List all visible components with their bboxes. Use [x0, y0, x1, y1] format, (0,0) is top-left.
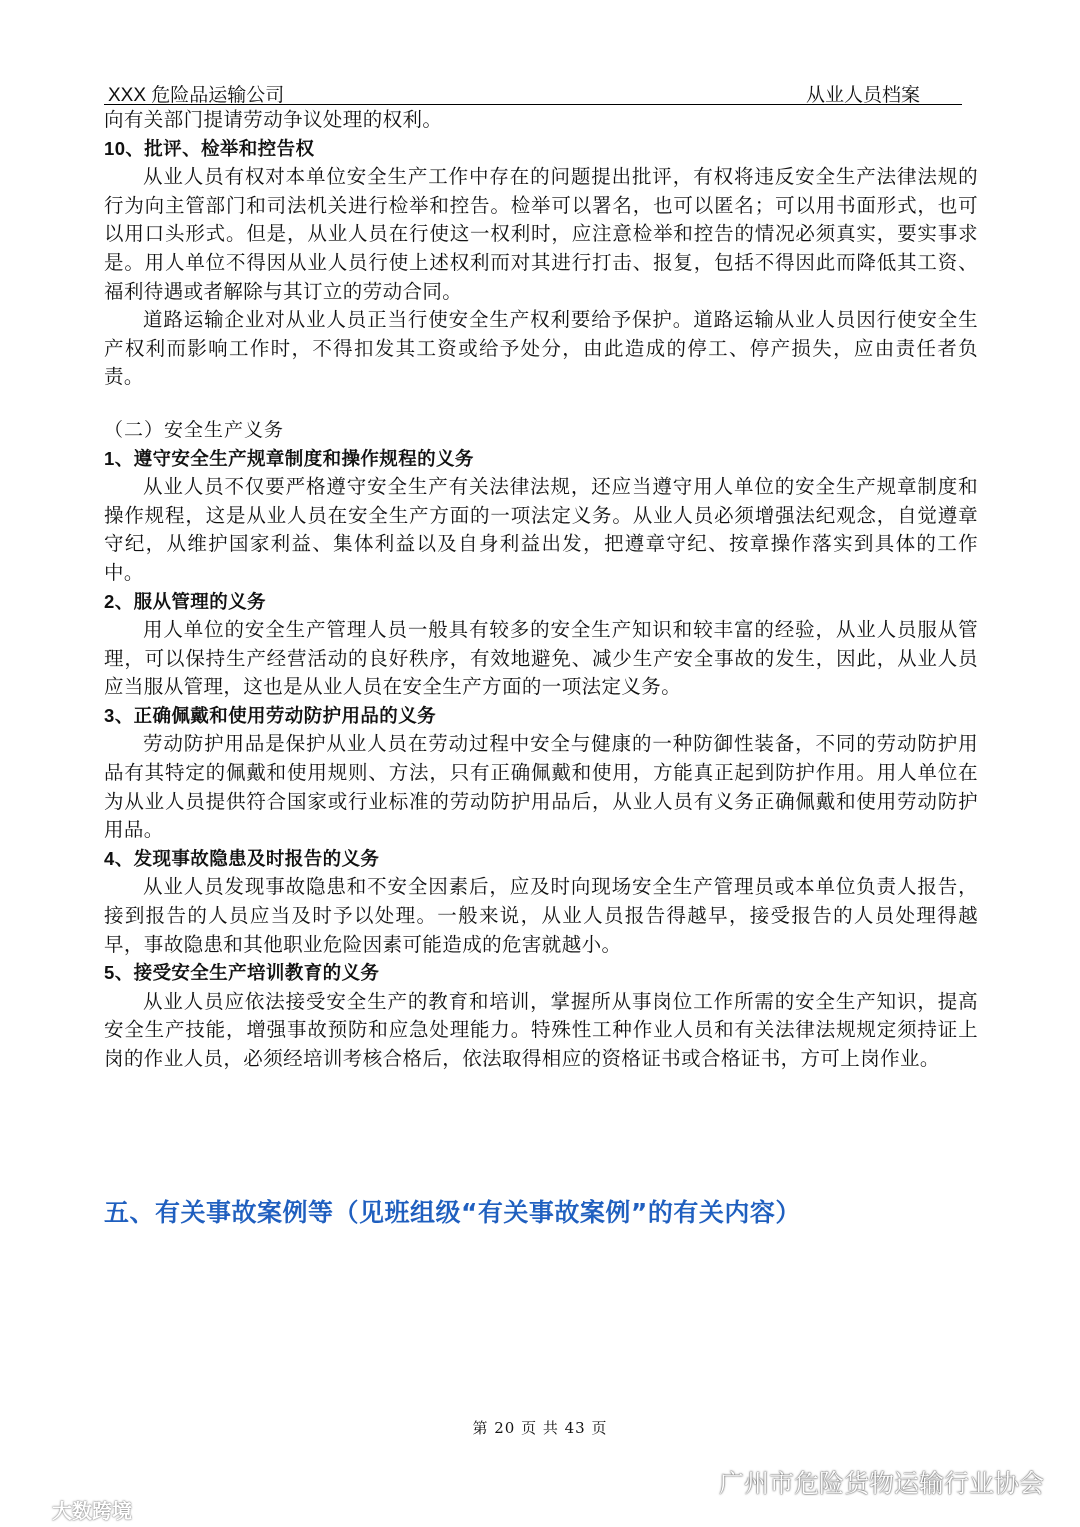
- paragraph: 从业人员应依法接受安全生产的教育和培训，掌握所从事岗位工作所需的安全生产知识，提高安全生产技能，增强事故预防和应急处理能力。特殊性工种作业人员和有关法律法规规定须持证上岗的作业人员，必须经培训考核合格后，依法取得相应的资格证书或合格证书，方可上岗作业。: [104, 989, 978, 1070]
- brand-name: 大数跨境: [52, 1499, 132, 1523]
- paragraph: 从业人员有权对本单位安全生产工作中存在的问题提出批评，有权将违反安全生产法律法规的行为向主管部门和司法机关进行检举和控告。检举可以署名，也可以匿名；可以用书面形式，也可以用口头形式。但是，从业人员在行使这一权利时，应注意检举和控告的情况必须真实，要实事求是。用人单位不得因从业人员行使上述权利而对其进行打击、报复，包括不得因此而降低其工资、福利待遇或者解除与其订立的劳动合同。: [104, 165, 978, 303]
- paragraph: 从业人员不仅要严格遵守安全生产有关法律法规，还应当遵守用人单位的安全生产规章制度和操作规程，这是从业人员在安全生产方面的一项法定义务。从业人员必须增强法纪观念，自觉遵章守纪，从维护国家利益、集体利益以及自身利益出发，把遵章守纪、按章操作落实到具体的工作中。: [104, 475, 978, 584]
- association-watermark: [679, 1465, 1044, 1499]
- paragraph: 用人单位的安全生产管理人员一般具有较多的安全生产知识和较丰富的经验，从业人员服从管理，可以保持生产经营活动的良好秩序，有效地避免、减少生产安全事故的发生，因此，从业人员应当服从管理，这也是从业人员在安全生产方面的一项法定义务。: [104, 618, 978, 699]
- brand-logo-icon: [8, 1496, 48, 1523]
- paragraph: 道路运输企业对从业人员正当行使安全生产权利要给予保护。道路运输从业人员因行使安全生产权利而影响工作时，不得扣发其工资或给予处分，由此造成的停工、停产损失，应由责任者负责。: [104, 308, 978, 389]
- association-name: 广州市危险货物运输行业协会: [718, 1469, 1044, 1498]
- document-type: 从业人员档案: [805, 85, 920, 106]
- subsection-title: （二）安全生产义务: [104, 418, 285, 441]
- page-number: 第 20 页 共 43 页: [472, 1419, 608, 1437]
- company-name: XXX 危险品运输公司: [108, 85, 285, 106]
- heading-duty-3: 3、正确佩戴和使用劳动防护用品的义务: [104, 704, 436, 726]
- document-body: [104, 106, 978, 1074]
- page-header: [104, 80, 962, 105]
- wechat-icon: [679, 1467, 713, 1497]
- heading-right-10: 10、批评、检举和控告权: [104, 137, 315, 159]
- brand-watermark: [8, 1495, 132, 1524]
- heading-duty-1: 1、遵守安全生产规章制度和操作规程的义务: [104, 447, 474, 469]
- paragraph: 劳动防护用品是保护从业人员在劳动过程中安全与健康的一种防御性装备，不同的劳动防护用品有其特定的佩戴和使用规则、方法，只有正确佩戴和使用，方能真正起到防护作用。用人单位在为从业人员提供符合国家或行业标准的劳动防护用品后，从业人员有义务正确佩戴和使用劳动防护用品。: [104, 732, 978, 842]
- heading-duty-2: 2、服从管理的义务: [104, 590, 266, 612]
- heading-duty-5: 5、接受安全生产培训教育的义务: [104, 962, 380, 984]
- section-five-title: 五、有关事故案例等（见班组级“有关事故案例”的有关内容）: [104, 1198, 801, 1227]
- paragraph: 从业人员发现事故隐患和不安全因素后，应及时向现场安全生产管理员或本单位负责人报告，接到报告的人员应当及时予以处理。一般来说，从业人员报告得越早，接受报告的人员处理得越早，事故隐患和其他职业危险因素可能造成的危害就越小。: [104, 875, 978, 956]
- continued-line: 向有关部门提请劳动争议处理的权利。: [104, 108, 443, 131]
- heading-duty-4: 4、发现事故隐患及时报告的义务: [104, 847, 380, 869]
